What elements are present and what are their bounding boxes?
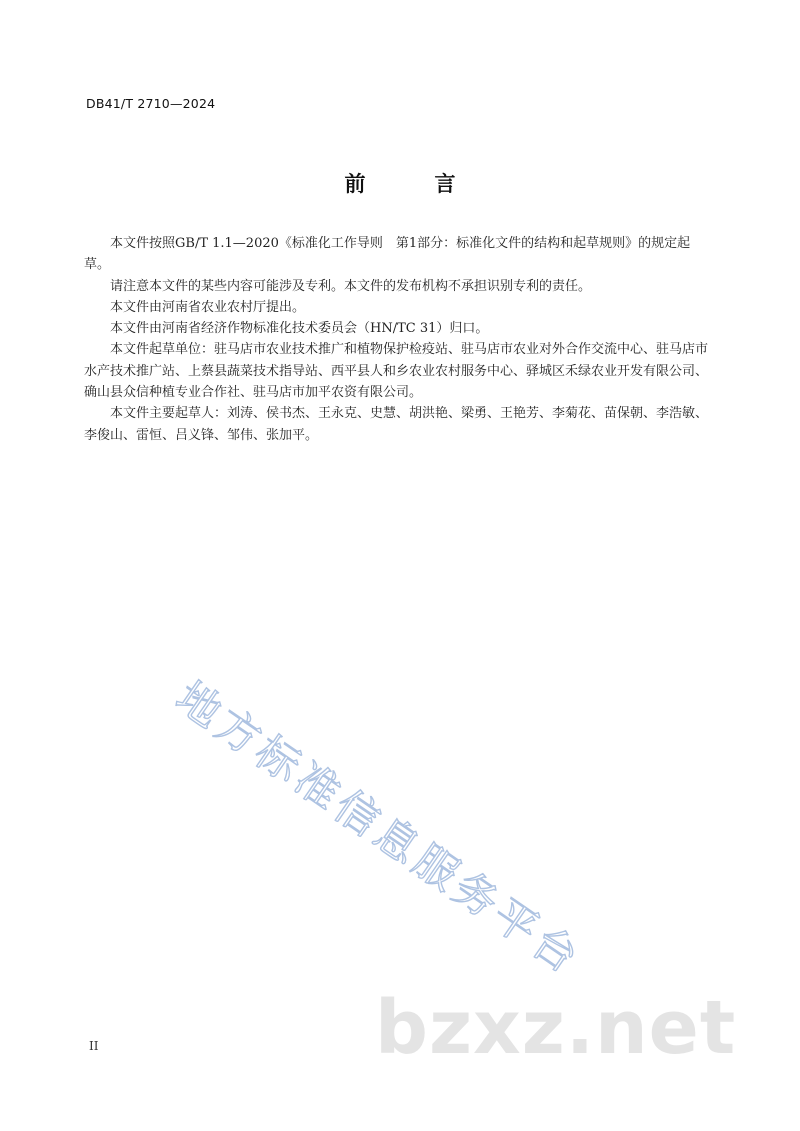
- paragraph-patent-notice: 请注意本文件的某些内容可能涉及专利。本文件的发布机构不承担识别专利的责任。: [110, 278, 592, 294]
- paragraph-drafting-rules: 本文件按照GB/T 1.1—2020《标准化工作导则 第1部分：标准化文件的结构和起草规则》的规定起草。: [84, 236, 691, 273]
- paragraph-proposer: 本文件由河南省农业农村厅提出。: [110, 299, 306, 315]
- paragraph-drafters: 本文件主要起草人：刘涛、侯书杰、王永克、史慧、胡洪艳、梁勇、王艳芳、李菊花、苗保朝、李浩敏、李俊山、雷恒、吕义锋、邹伟、张加平。: [84, 406, 709, 443]
- site-watermark: bzxz.net: [375, 985, 737, 1071]
- section-title: 前 言: [344, 172, 480, 196]
- paragraph-drafting-units: 本文件起草单位：驻马店市农业技术推广和植物保护检疫站、驻马店市农业对外合作交流中心、驻马店市水产技术推广站、上蔡县蔬菜技术指导站、西平县人和乡农业农村服务中心、驿城区禾绿农业开发有限公司、确山县众信种植专业合作社、驻马店市加平农资有限公司。: [84, 342, 709, 401]
- watermark-text: 地方标准信息服务平台: [166, 672, 591, 986]
- paragraph-administrator: 本文件由河南省经济作物标准化技术委员会（HN/TC 31）归口。: [110, 321, 489, 337]
- standard-code: DB41/T 2710—2024: [86, 96, 216, 111]
- page-number: II: [89, 1039, 99, 1053]
- foreword-body: [84, 233, 716, 446]
